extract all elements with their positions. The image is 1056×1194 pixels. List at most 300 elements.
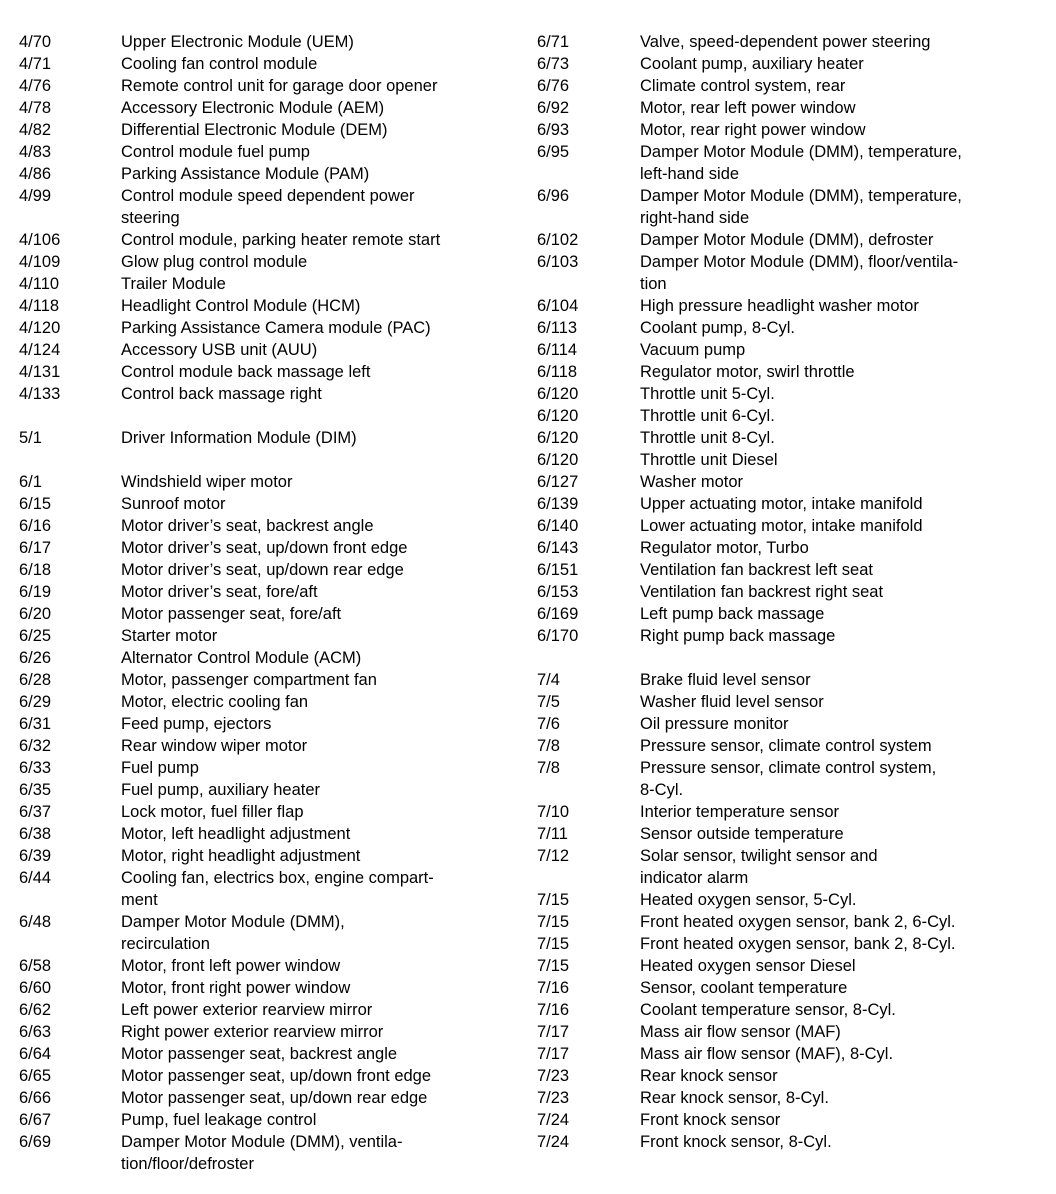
component-entry-continuation — [537, 779, 962, 801]
component-description: Regulator motor, swirl throttle — [640, 363, 855, 381]
component-code: 6/103 — [537, 253, 579, 271]
component-description: Coolant pump, auxiliary heater — [640, 55, 864, 73]
component-entry — [537, 339, 962, 361]
component-description: Right pump back massage — [640, 627, 836, 645]
component-code: 6/26 — [19, 649, 52, 667]
component-entry — [19, 867, 440, 889]
component-description: Motor passenger seat, fore/aft — [121, 605, 342, 623]
component-entry — [537, 141, 962, 163]
component-entry — [537, 471, 962, 493]
component-entry — [19, 251, 440, 273]
component-code: 4/118 — [19, 297, 60, 315]
component-description: Coolant temperature sensor, 8-Cyl. — [640, 1001, 896, 1019]
component-entry — [537, 119, 962, 141]
component-entry — [537, 1043, 962, 1065]
component-entry — [19, 713, 440, 735]
component-code: 7/24 — [537, 1111, 570, 1129]
component-code: 6/151 — [537, 561, 579, 579]
component-description: tion — [640, 275, 667, 293]
component-code: 6/120 — [537, 429, 579, 447]
component-description: Differential Electronic Module (DEM) — [121, 121, 388, 139]
component-code: 7/6 — [537, 715, 560, 733]
component-code: 6/104 — [537, 297, 579, 315]
component-entry — [537, 933, 962, 955]
component-code: 6/58 — [19, 957, 52, 975]
component-code: 6/17 — [19, 539, 52, 557]
component-description: Solar sensor, twilight sensor and — [640, 847, 878, 865]
component-code: 6/139 — [537, 495, 579, 513]
component-entry — [537, 383, 962, 405]
component-description: Left power exterior rearview mirror — [121, 1001, 373, 1019]
component-entry — [19, 647, 440, 669]
component-description: Remote control unit for garage door opener — [121, 77, 438, 95]
component-description: Lock motor, fuel filler flap — [121, 803, 304, 821]
component-code: 4/106 — [19, 231, 61, 249]
component-entry — [19, 31, 440, 53]
component-entry — [19, 801, 440, 823]
component-entry — [19, 823, 440, 845]
component-code: 4/133 — [19, 385, 61, 403]
component-entry — [19, 735, 440, 757]
component-description: Control module back massage left — [121, 363, 371, 381]
component-description: Climate control system, rear — [640, 77, 846, 95]
component-description: Cooling fan, electrics box, engine compart- — [121, 869, 434, 887]
component-code: 7/24 — [537, 1133, 570, 1151]
component-code: 4/76 — [19, 77, 52, 95]
component-code: 7/4 — [537, 671, 560, 689]
component-code: 4/120 — [19, 319, 61, 337]
component-entry — [19, 1087, 440, 1109]
component-description: indicator alarm — [640, 869, 749, 887]
component-entry — [537, 889, 962, 911]
component-description: Front heated oxygen sensor, bank 2, 6-Cyl. — [640, 913, 956, 931]
component-code: 6/96 — [537, 187, 570, 205]
component-description: Upper Electronic Module (UEM) — [121, 33, 354, 51]
component-code: 6/120 — [537, 407, 579, 425]
component-entry — [537, 1109, 962, 1131]
component-description: Motor, left headlight adjustment — [121, 825, 351, 843]
component-entry — [537, 361, 962, 383]
component-entry-continuation — [19, 207, 440, 229]
component-description: Vacuum pump — [640, 341, 746, 359]
component-description: Accessory Electronic Module (AEM) — [121, 99, 385, 117]
component-entry — [537, 1131, 962, 1153]
component-description: Headlight Control Module (HCM) — [121, 297, 361, 315]
component-entry — [537, 669, 962, 691]
component-description: Upper actuating motor, intake manifold — [640, 495, 923, 513]
component-entry — [19, 493, 440, 515]
component-description: left-hand side — [640, 165, 740, 183]
component-entry — [537, 427, 962, 449]
component-entry — [19, 977, 440, 999]
component-entry — [19, 691, 440, 713]
component-description: Motor driver’s seat, fore/aft — [121, 583, 318, 601]
component-entry — [537, 317, 962, 339]
component-description: Parking Assistance Camera module (PAC) — [121, 319, 431, 337]
component-entry — [19, 317, 440, 339]
component-code: 6/44 — [19, 869, 52, 887]
component-entry — [19, 119, 440, 141]
component-code: 4/124 — [19, 341, 61, 359]
component-entry — [19, 295, 440, 317]
component-code: 7/15 — [537, 935, 570, 953]
component-code: 6/20 — [19, 605, 52, 623]
component-entry — [537, 185, 962, 207]
component-entry — [537, 911, 962, 933]
component-description: Windshield wiper motor — [121, 473, 293, 491]
component-description: Throttle unit 6-Cyl. — [640, 407, 775, 425]
component-description: Control back massage right — [121, 385, 322, 403]
component-description: Fuel pump, auxiliary heater — [121, 781, 321, 799]
component-description: Motor driver’s seat, backrest angle — [121, 517, 374, 535]
component-description: Heated oxygen sensor, 5-Cyl. — [640, 891, 857, 909]
component-description: Left pump back massage — [640, 605, 825, 623]
component-description: Rear window wiper motor — [121, 737, 308, 755]
component-code: 6/113 — [537, 319, 578, 337]
component-code: 6/143 — [537, 539, 579, 557]
component-entry — [537, 999, 962, 1021]
component-description: Damper Motor Module (DMM), floor/ventila- — [640, 253, 959, 271]
component-code: 6/62 — [19, 1001, 52, 1019]
component-entry — [537, 801, 962, 823]
component-entry — [19, 515, 440, 537]
component-description: Trailer Module — [121, 275, 226, 293]
component-entry-continuation — [537, 273, 962, 295]
component-code: 6/18 — [19, 561, 52, 579]
component-entry-continuation — [537, 207, 962, 229]
component-entry — [537, 449, 962, 471]
component-entry — [19, 229, 440, 251]
component-code — [19, 207, 121, 229]
component-code: 6/48 — [19, 913, 52, 931]
component-code — [19, 933, 121, 955]
component-description: Brake fluid level sensor — [640, 671, 811, 689]
component-entry-continuation — [19, 889, 440, 911]
component-entry — [537, 31, 962, 53]
component-description: Ventilation fan backrest right seat — [640, 583, 884, 601]
component-description: Motor, rear left power window — [640, 99, 856, 117]
component-code: 6/120 — [537, 385, 579, 403]
component-code: 6/153 — [537, 583, 579, 601]
component-code — [19, 889, 121, 911]
component-description: Mass air flow sensor (MAF) — [640, 1023, 841, 1041]
component-code: 6/28 — [19, 671, 52, 689]
component-entry — [19, 669, 440, 691]
component-description: Control module, parking heater remote start — [121, 231, 441, 249]
component-description: Sunroof motor — [121, 495, 226, 513]
component-description: Coolant pump, 8-Cyl. — [640, 319, 795, 337]
component-code: 7/11 — [537, 825, 568, 843]
component-description: High pressure headlight washer motor — [640, 297, 919, 315]
component-entry — [19, 1065, 440, 1087]
component-entry — [19, 955, 440, 977]
component-code: 7/15 — [537, 891, 570, 909]
component-description: Damper Motor Module (DMM), temperature, — [640, 143, 962, 161]
component-description: Pressure sensor, climate control system, — [640, 759, 937, 777]
component-description: Throttle unit 5-Cyl. — [640, 385, 775, 403]
component-description: Rear knock sensor — [640, 1067, 778, 1085]
component-description: Driver Information Module (DIM) — [121, 429, 357, 447]
component-description: Washer motor — [640, 473, 743, 491]
component-code: 7/15 — [537, 957, 570, 975]
component-entry — [19, 339, 440, 361]
component-code: 4/83 — [19, 143, 52, 161]
component-entry — [537, 823, 962, 845]
component-code: 7/23 — [537, 1089, 570, 1107]
component-code — [537, 273, 640, 295]
component-description: Motor, front right power window — [121, 979, 351, 997]
component-code: 7/8 — [537, 759, 560, 777]
component-description: steering — [121, 209, 180, 227]
component-description: Throttle unit Diesel — [640, 451, 778, 469]
component-code: 6/95 — [537, 143, 570, 161]
component-description: Throttle unit 8-Cyl. — [640, 429, 775, 447]
component-code: 6/31 — [19, 715, 52, 733]
component-description: Oil pressure monitor — [640, 715, 789, 733]
component-code: 4/71 — [19, 55, 52, 73]
component-code: 4/110 — [19, 275, 60, 293]
component-entry — [537, 977, 962, 999]
component-entry — [19, 1131, 440, 1153]
component-description: Motor driver’s seat, up/down front edge — [121, 539, 408, 557]
component-description: Damper Motor Module (DMM), defroster — [640, 231, 934, 249]
component-code — [19, 1153, 121, 1175]
component-entry — [19, 911, 440, 933]
component-entry — [19, 625, 440, 647]
component-code: 6/37 — [19, 803, 52, 821]
component-entry — [19, 471, 440, 493]
component-description: Accessory USB unit (AUU) — [121, 341, 318, 359]
component-code: 4/70 — [19, 33, 52, 51]
component-description: Interior temperature sensor — [640, 803, 840, 821]
component-code — [537, 207, 640, 229]
component-entry — [537, 581, 962, 603]
component-code: 7/17 — [537, 1045, 570, 1063]
component-description: Damper Motor Module (DMM), ventila- — [121, 1133, 403, 1151]
component-entry — [19, 361, 440, 383]
component-description: Heated oxygen sensor Diesel — [640, 957, 856, 975]
component-description: Control module fuel pump — [121, 143, 310, 161]
component-entry — [537, 537, 962, 559]
component-description: Motor passenger seat, up/down rear edge — [121, 1089, 428, 1107]
component-entry — [19, 185, 440, 207]
component-entry — [537, 559, 962, 581]
component-entry-continuation — [19, 1153, 440, 1175]
component-description: Motor, passenger compartment fan — [121, 671, 377, 689]
component-code: 6/29 — [19, 693, 52, 711]
component-description: Motor, front left power window — [121, 957, 341, 975]
component-entry — [537, 845, 962, 867]
component-entry — [537, 735, 962, 757]
component-code: 4/82 — [19, 121, 52, 139]
left-component-column — [19, 31, 440, 1175]
component-description: Damper Motor Module (DMM), — [121, 913, 345, 931]
component-entry — [19, 757, 440, 779]
component-description: Regulator motor, Turbo — [640, 539, 809, 557]
component-code: 6/71 — [537, 33, 570, 51]
component-description: Washer fluid level sensor — [640, 693, 824, 711]
component-description: Mass air flow sensor (MAF), 8-Cyl. — [640, 1045, 894, 1063]
component-entry-continuation — [537, 163, 962, 185]
component-entry — [537, 955, 962, 977]
component-entry-continuation — [19, 933, 440, 955]
component-description: Sensor outside temperature — [640, 825, 844, 843]
component-code: 7/17 — [537, 1023, 570, 1041]
component-entry — [19, 1109, 440, 1131]
component-code: 6/33 — [19, 759, 52, 777]
component-code: 6/35 — [19, 781, 52, 799]
component-description: Motor passenger seat, up/down front edge — [121, 1067, 432, 1085]
component-description: Pump, fuel leakage control — [121, 1111, 317, 1129]
component-description: Valve, speed-dependent power steering — [640, 33, 931, 51]
component-code — [537, 163, 640, 185]
component-description: Pressure sensor, climate control system — [640, 737, 932, 755]
component-entry — [19, 779, 440, 801]
component-entry — [537, 515, 962, 537]
component-description: Motor, rear right power window — [640, 121, 866, 139]
component-description: Right power exterior rearview mirror — [121, 1023, 384, 1041]
component-code: 6/73 — [537, 55, 570, 73]
component-description: Damper Motor Module (DMM), temperature, — [640, 187, 962, 205]
component-entry — [537, 1087, 962, 1109]
component-code: 7/5 — [537, 693, 560, 711]
component-description: ment — [121, 891, 158, 909]
component-description: recirculation — [121, 935, 210, 953]
right-component-column — [537, 31, 962, 1153]
component-description: Feed pump, ejectors — [121, 715, 272, 733]
component-entry-continuation — [537, 867, 962, 889]
component-description: Motor, electric cooling fan — [121, 693, 309, 711]
component-code: 6/118 — [537, 363, 578, 381]
component-code: 7/23 — [537, 1067, 570, 1085]
component-code: 4/86 — [19, 165, 52, 183]
component-code: 6/69 — [19, 1133, 52, 1151]
component-description: Fuel pump — [121, 759, 199, 777]
component-entry — [537, 691, 962, 713]
component-entry — [537, 295, 962, 317]
component-entry — [537, 713, 962, 735]
component-entry — [19, 537, 440, 559]
component-code: 6/169 — [537, 605, 579, 623]
component-description: Front heated oxygen sensor, bank 2, 8-Cyl. — [640, 935, 956, 953]
component-code: 7/12 — [537, 847, 570, 865]
component-code: 6/64 — [19, 1045, 52, 1063]
component-entry — [19, 1021, 440, 1043]
component-code: 6/66 — [19, 1089, 52, 1107]
component-code: 6/15 — [19, 495, 52, 513]
component-description: Lower actuating motor, intake manifold — [640, 517, 923, 535]
component-description: Cooling fan control module — [121, 55, 318, 73]
component-description: Parking Assistance Module (PAM) — [121, 165, 370, 183]
component-code: 6/16 — [19, 517, 52, 535]
component-entry — [537, 1021, 962, 1043]
group-spacer — [19, 449, 440, 471]
component-code: 4/109 — [19, 253, 61, 271]
component-entry — [19, 163, 440, 185]
component-entry — [19, 603, 440, 625]
component-code: 6/93 — [537, 121, 570, 139]
component-entry — [537, 603, 962, 625]
component-description: Front knock sensor, 8-Cyl. — [640, 1133, 832, 1151]
component-description: Motor, right headlight adjustment — [121, 847, 361, 865]
component-entry — [537, 53, 962, 75]
component-code: 6/67 — [19, 1111, 52, 1129]
component-entry — [19, 581, 440, 603]
component-code: 6/102 — [537, 231, 579, 249]
component-code: 5/1 — [19, 429, 42, 447]
component-entry — [537, 75, 962, 97]
component-code: 6/114 — [537, 341, 578, 359]
component-entry — [537, 405, 962, 427]
component-code: 6/25 — [19, 627, 52, 645]
component-code: 7/16 — [537, 979, 570, 997]
component-description: Control module speed dependent power — [121, 187, 415, 205]
group-spacer — [537, 647, 962, 669]
component-description: 8-Cyl. — [640, 781, 684, 799]
component-code: 4/78 — [19, 99, 52, 117]
component-entry — [537, 229, 962, 251]
component-entry — [19, 273, 440, 295]
component-code: 7/8 — [537, 737, 560, 755]
component-entry — [19, 141, 440, 163]
component-code: 7/10 — [537, 803, 570, 821]
component-entry — [19, 845, 440, 867]
component-code: 6/39 — [19, 847, 52, 865]
component-code: 6/32 — [19, 737, 52, 755]
component-entry — [537, 97, 962, 119]
component-description: Starter motor — [121, 627, 218, 645]
component-code: 6/60 — [19, 979, 52, 997]
component-description: Glow plug control module — [121, 253, 308, 271]
component-code: 6/127 — [537, 473, 579, 491]
component-code: 6/76 — [537, 77, 570, 95]
component-entry — [537, 493, 962, 515]
component-code: 6/170 — [537, 627, 579, 645]
component-entry — [19, 75, 440, 97]
component-code: 4/131 — [19, 363, 61, 381]
component-entry — [19, 383, 440, 405]
component-code — [537, 867, 640, 889]
component-description: Motor passenger seat, backrest angle — [121, 1045, 398, 1063]
component-entry — [19, 427, 440, 449]
component-code: 6/63 — [19, 1023, 52, 1041]
component-description: tion/floor/defroster — [121, 1155, 254, 1173]
component-entry — [537, 1065, 962, 1087]
component-entry — [19, 559, 440, 581]
component-code: 6/19 — [19, 583, 52, 601]
component-code: 6/140 — [537, 517, 579, 535]
component-code: 4/99 — [19, 187, 52, 205]
component-code: 6/38 — [19, 825, 52, 843]
component-code: 7/15 — [537, 913, 570, 931]
component-entry — [537, 625, 962, 647]
component-code: 6/92 — [537, 99, 570, 117]
component-description: Ventilation fan backrest left seat — [640, 561, 873, 579]
component-entry — [19, 97, 440, 119]
component-description: Motor driver’s seat, up/down rear edge — [121, 561, 404, 579]
component-code — [537, 779, 640, 801]
component-entry — [19, 1043, 440, 1065]
component-entry — [19, 53, 440, 75]
component-entry — [537, 757, 962, 779]
component-code: 7/16 — [537, 1001, 570, 1019]
component-entry — [19, 999, 440, 1021]
group-spacer — [19, 405, 440, 427]
component-description: Front knock sensor — [640, 1111, 781, 1129]
component-code: 6/120 — [537, 451, 579, 469]
component-description: Alternator Control Module (ACM) — [121, 649, 362, 667]
component-code: 6/65 — [19, 1067, 52, 1085]
